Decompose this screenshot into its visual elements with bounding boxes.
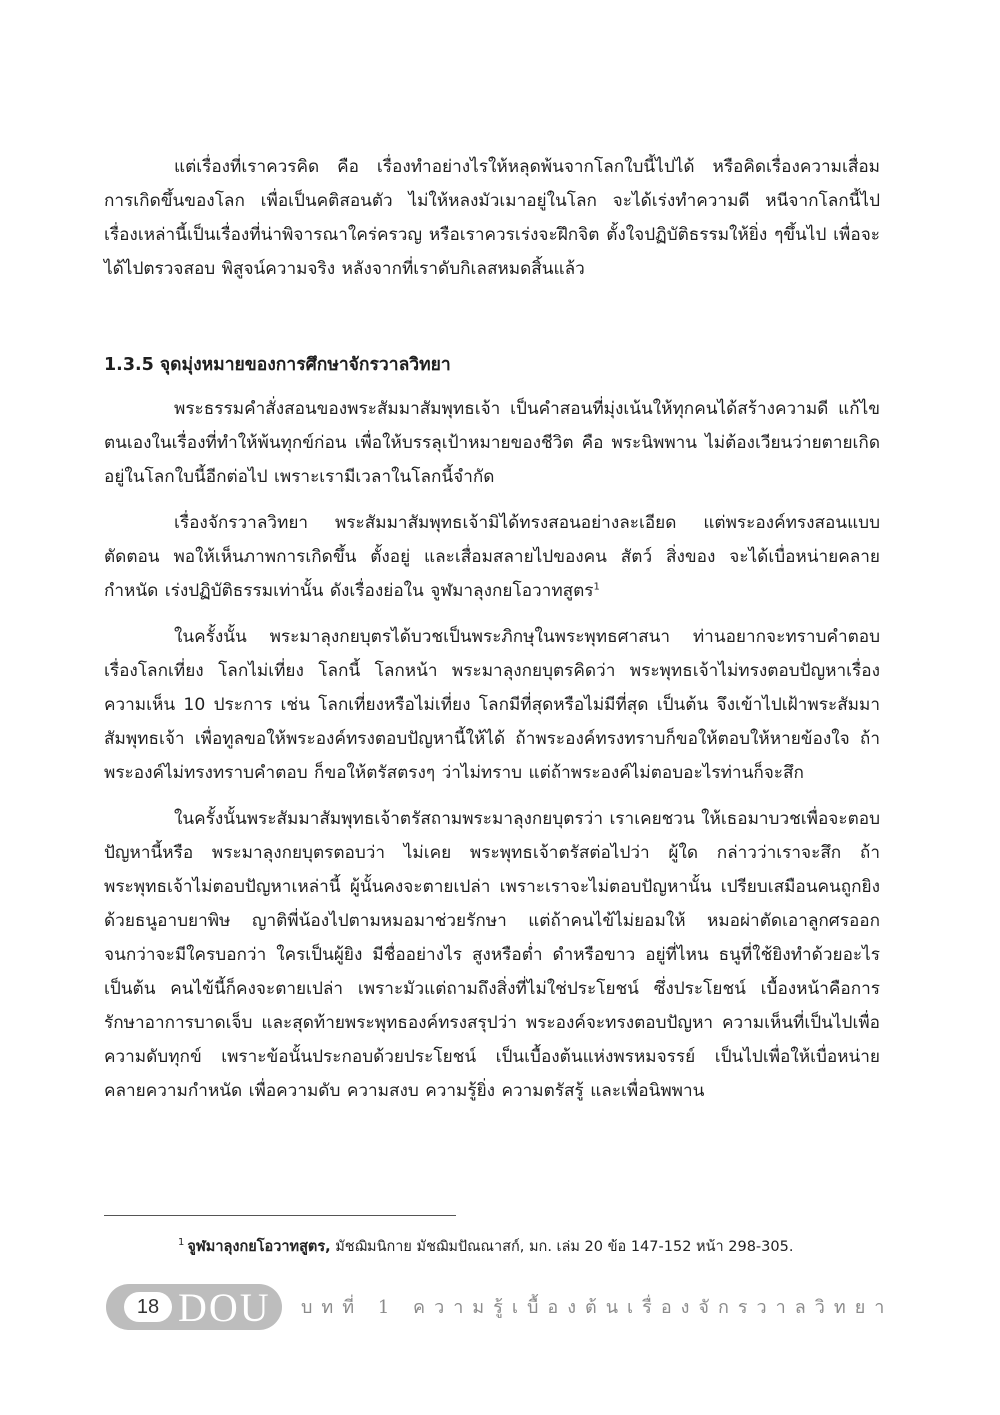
paragraph-4: ในครั้งนั้น พระมาลุงกยบุตรได้บวชเป็นพระภิกษุในพระพุทธศาสนา ท่านอยากจะทราบคำตอบ เรื่องโลกเที่ยง โลกไม่เที่ยง โลกนี้ โลกหน้า พระมาลุงกยบุตรคิดว่า พระพุทธเจ้าไม่ทรงตอบปัญหาเรื่องความเห็น 10 ประการ เช่น โลกเที่ยงหรือไม่เที่ยง โลกมีที่สุดหรือไม่มีที่สุด เป็นต้น จึงเข้าไปเฝ้าพระสัมมาสัมพุทธเจ้า เพื่อทูลขอให้พระองค์ทรงตอบปัญหานี้ให้ได้ ถ้าพระองค์ทรงทราบก็ขอให้ตอบให้หายข้องใจ ถ้าพระองค์ไม่ทรงทราบคำตอบ ก็ขอให้ตรัสตรงๆ ว่าไม่ทราบ แต่ถ้าพระองค์ไม่ตอบอะไรท่านก็จะสึก bbox=[104, 627, 880, 783]
footnote-citation: มัชฌิมนิกาย มัชฌิมปัณณาสก์, มก. เล่ม 20 ข้อ 147-152 หน้า 298-305. bbox=[330, 1238, 794, 1255]
chapter-title: บทที่ 1 ความรู้เบื้องต้นเรื่องจักรวาลวิทยา bbox=[301, 1297, 894, 1318]
footnote bbox=[178, 1232, 938, 1258]
paragraph-3-text: เรื่องจักรวาลวิทยา พระสัมมาสัมพุทธเจ้ามิได้ทรงสอนอย่างละเอียด แต่พระองค์ทรงสอนแบบตัดตอน พอให้เห็นภาพการเกิดขึ้น ตั้งอยู่ และเสื่อมสลายไปของคน สัตว์ สิ่งของ จะได้เบื่อหน่ายคลายกำหนัด เร่งปฏิบัติธรรมเท่านั้น ดังเรื่องย่อใน จูฬมาลุงกยโอวาทสูตร bbox=[104, 513, 880, 601]
footnote-divider bbox=[104, 1215, 456, 1216]
paragraph-2: พระธรรมคำสั่งสอนของพระสัมมาสัมพุทธเจ้า เป็นคำสอนที่มุ่งเน้นให้ทุกคนได้สร้างความดี แก้ไขตนเองในเรื่องที่ทำให้พ้นทุกข์ก่อน เพื่อให้บรรลุเป้าหมายของชีวิต คือ พระนิพพาน ไม่ต้องเวียนว่ายตายเกิดอยู่ในโลกใบนี้อีกต่อไป เพราะเรามีเวลาในโลกนี้จำกัด bbox=[104, 399, 880, 487]
page-body bbox=[104, 150, 880, 1108]
dou-logo: DOU bbox=[178, 1285, 271, 1330]
footer-badge bbox=[106, 1284, 282, 1330]
paragraph-3 bbox=[104, 506, 880, 608]
page-number: 18 bbox=[124, 1292, 172, 1322]
footnote-title: จูฬมาลุงกยโอวาทสูตร, bbox=[187, 1238, 331, 1255]
paragraph-1: แต่เรื่องที่เราควรคิด คือ เรื่องทำอย่างไรให้หลุดพ้นจากโลกใบนี้ไปได้ หรือคิดเรื่องความเสื่อม การเกิดขึ้นของโลก เพื่อเป็นคติสอนตัว ไม่ให้หลงมัวเมาอยู่ในโลก จะได้เร่งทำความดี หนีจากโลกนี้ไป เรื่องเหล่านี้เป็นเรื่องที่น่าพิจารณาใคร่ครวญ หรือเราควรเร่งจะฝึกจิต ตั้งใจปฏิบัติธรรมให้ยิ่ง ๆขึ้นไป เพื่อจะได้ไปตรวจสอบ พิสูจน์ความจริง หลังจากที่เราดับกิเลสหมดสิ้นแล้ว bbox=[104, 157, 880, 279]
footnote-number: 1 bbox=[178, 1237, 185, 1248]
section-heading: 1.3.5 จุดมุ่งหมายของการศึกษาจักรวาลวิทยา bbox=[104, 355, 451, 375]
paragraph-5: ในครั้งนั้นพระสัมมาสัมพุทธเจ้าตรัสถามพระมาลุงกยบุตรว่า เราเคยชวน ให้เธอมาบวชเพื่อจะตอบปัญหานี้หรือ พระมาลุงกยบุตรตอบว่า ไม่เคย พระพุทธเจ้าตรัสต่อไปว่า ผู้ใด กล่าวว่าเราจะสึก ถ้าพระพุทธเจ้าไม่ตอบปัญหาเหล่านี้ ผู้นั้นคงจะตายเปล่า เพราะเราจะไม่ตอบปัญหานั้น เปรียบเสมือนคนถูกยิงด้วยธนูอาบยาพิษ ญาติพี่น้องไปตามหมอมาช่วยรักษา แต่ถ้าคนไข้ไม่ยอมให้ หมอผ่าตัดเอาลูกศรออกจนกว่าจะมีใครบอกว่า ใครเป็นผู้ยิง มีชื่ออย่างไร สูงหรือต่ำ ดำหรือขาว อยู่ที่ไหน ธนูที่ใช้ยิงทำด้วยอะไรเป็นต้น คนไข้นี้ก็คงจะตายเปล่า เพราะมัวแต่ถามถึงสิ่งที่ไม่ใช่ประโยชน์ ซึ่งประโยชน์ เบื้องหน้าคือการรักษาอาการบาดเจ็บ และสุดท้ายพระพุทธองค์ทรงสรุปว่า พระองค์จะทรงตอบปัญหา ความเห็นที่เป็นไปเพื่อความดับทุกข์ เพราะข้อนั้นประกอบด้วยประโยชน์ เป็นเบื้องต้นแห่งพรหมจรรย์ เป็นไปเพื่อให้เบื่อหน่ายคลายความกำหนัด เพื่อความดับ ความสงบ ความรู้ยิ่ง ความตรัสรู้ และเพื่อนิพพาน bbox=[104, 809, 881, 1101]
footnote-reference[interactable]: 1 bbox=[593, 581, 600, 593]
page-footer bbox=[106, 1284, 894, 1330]
